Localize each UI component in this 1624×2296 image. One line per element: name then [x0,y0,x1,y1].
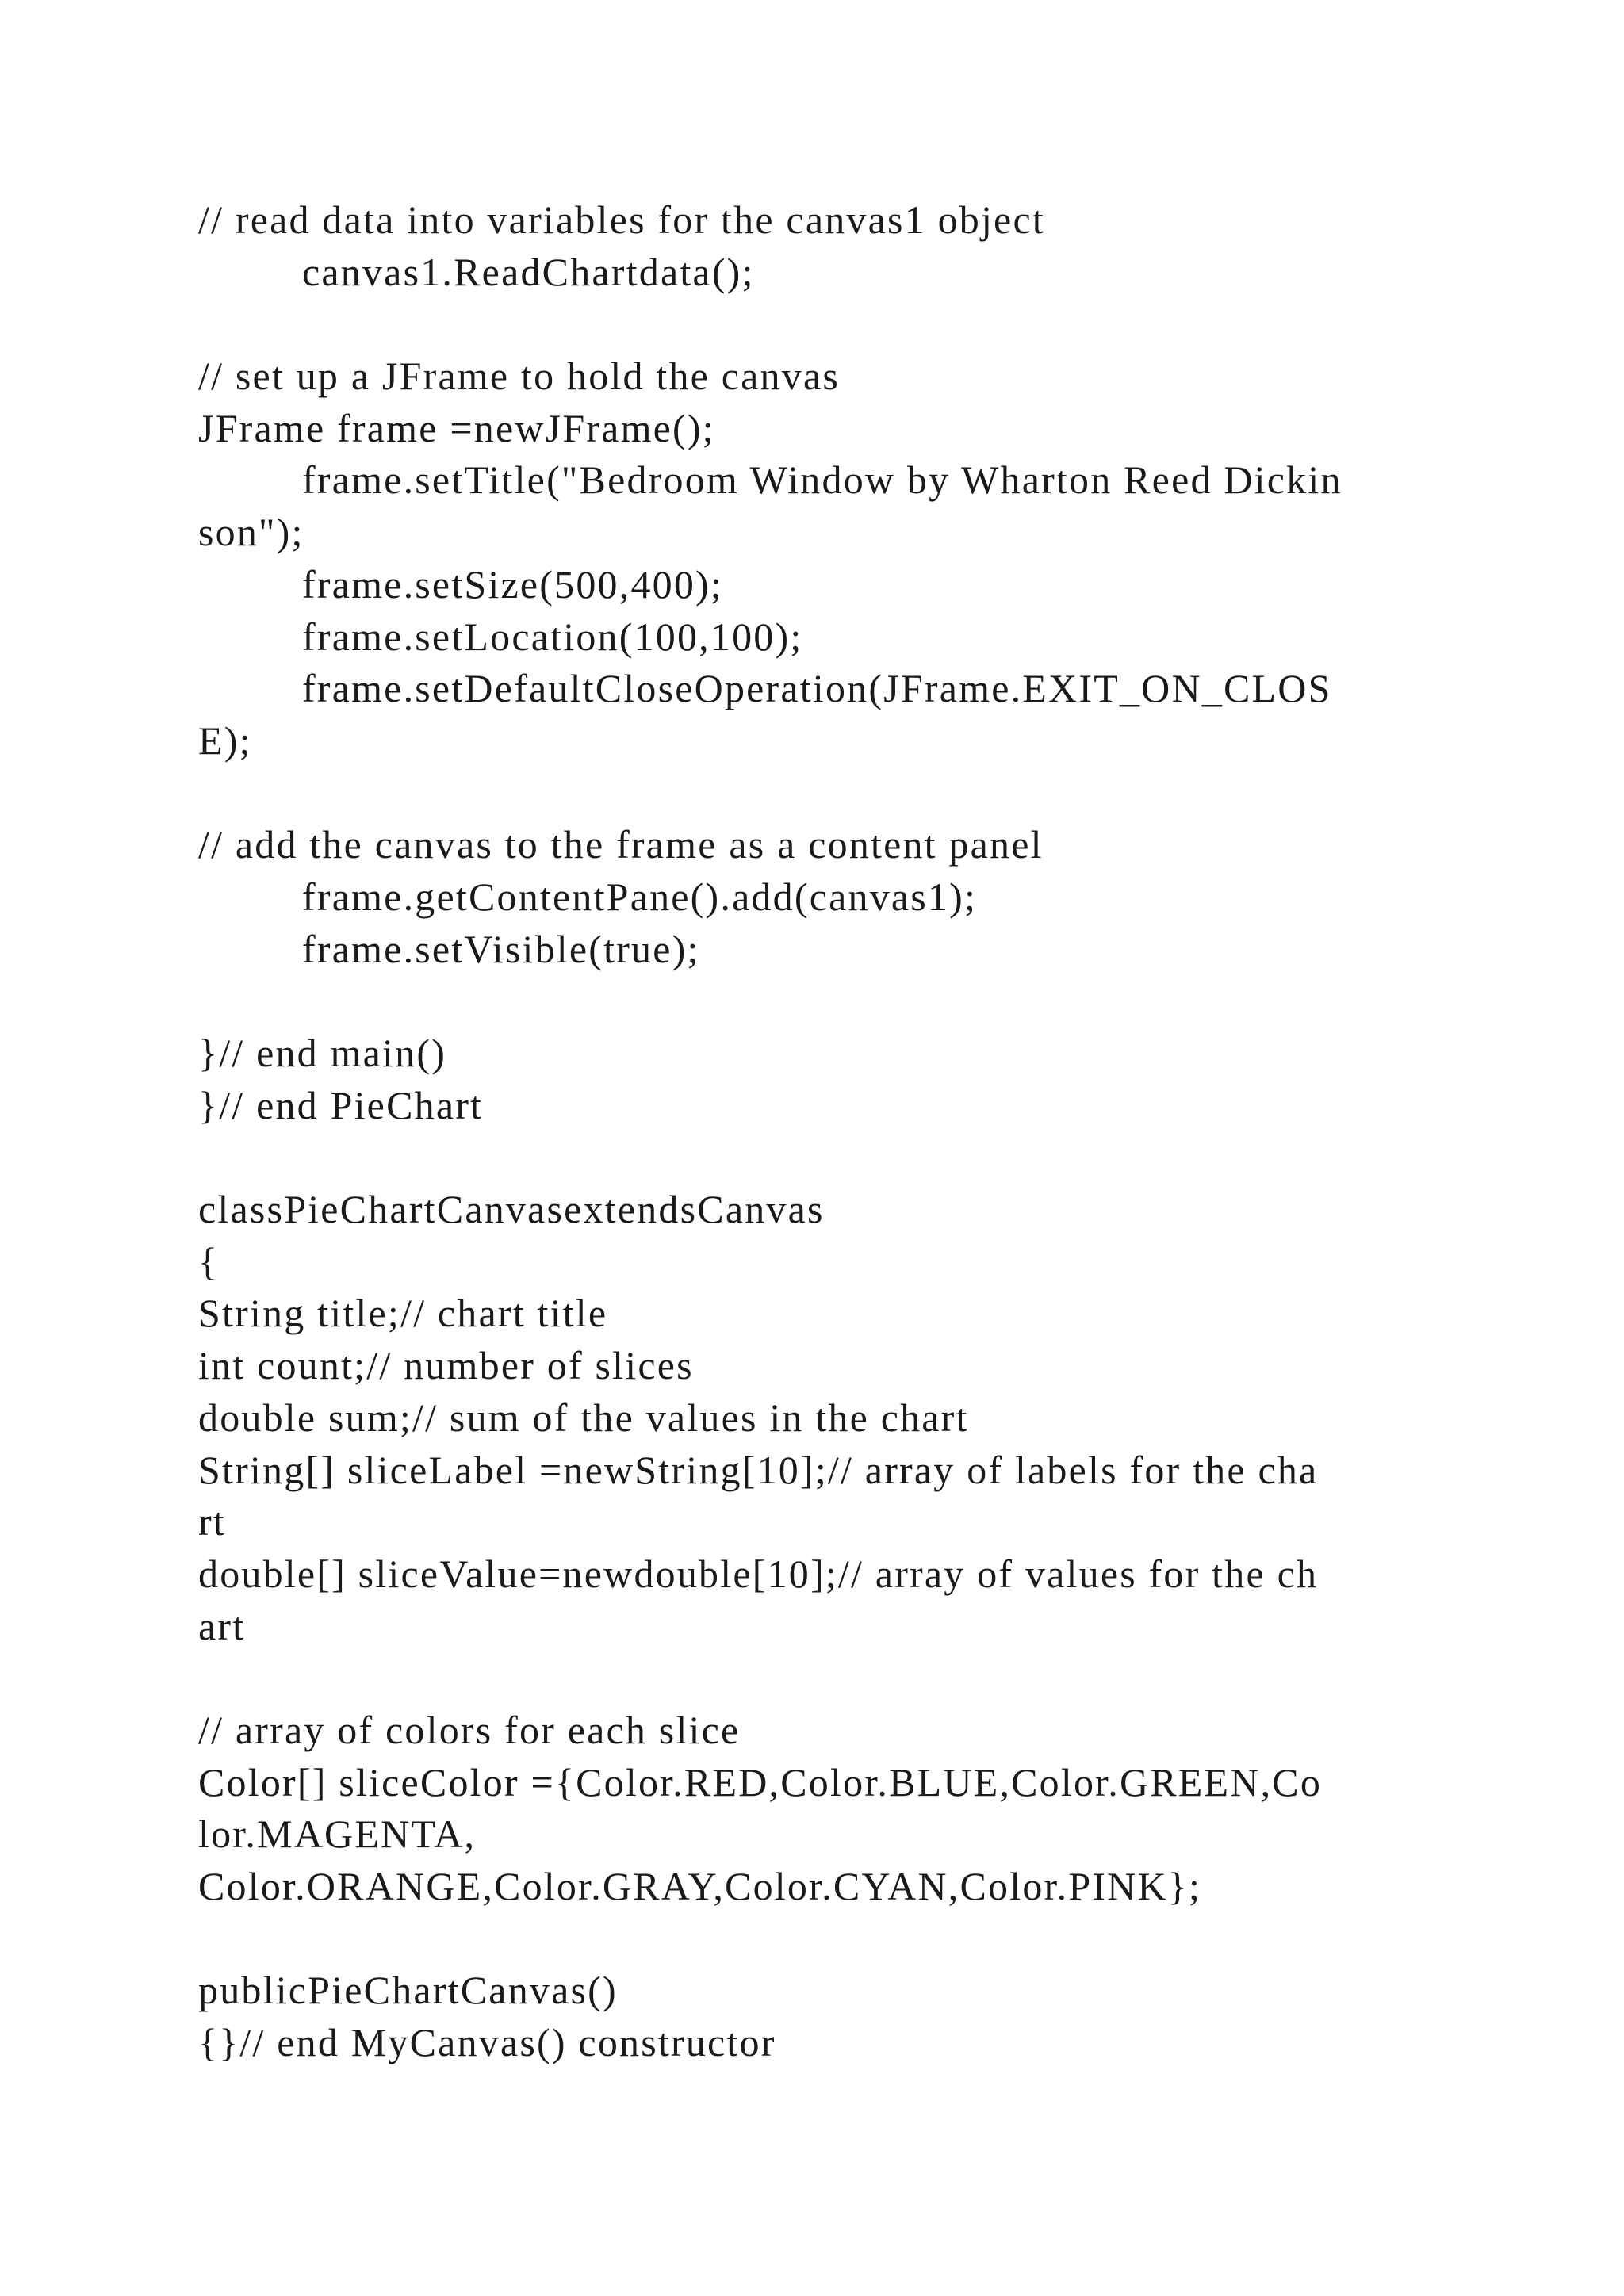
code-line: frame.setVisible(true); [302,926,700,971]
code-line: // array of colors for each slice [198,1707,741,1752]
code-line: int count;// number of slices [198,1343,694,1388]
code-line: classPieChartCanvasextendsCanvas [198,1187,825,1232]
blank-line [198,1913,1507,1965]
blank-line [198,298,1507,350]
code-line: Color[] sliceColor ={Color.RED,Color.BLUE,Color.GREEN,Co [198,1759,1323,1804]
code-line: frame.setDefaultCloseOperation(JFrame.EXIT_ON_CLOS [302,666,1332,711]
code-listing [198,194,1507,2069]
code-line: frame.setSize(500,400); [302,561,723,607]
code-line: frame.setTitle("Bedroom Window by Wharton Reed Dickin [302,457,1342,503]
code-line: double[] sliceValue=newdouble[10];// array of values for the ch [198,1551,1319,1596]
code-line: }// end main() [198,1031,447,1075]
code-line: { [198,1238,220,1284]
code-line: JFrame frame =newJFrame(); [198,405,715,450]
blank-line [198,767,1507,820]
code-line: Color.ORANGE,Color.GRAY,Color.CYAN,Color.PINK}; [198,1864,1202,1908]
code-line: son"); [198,510,304,555]
code-line: String[] sliceLabel =newString[10];// array of labels for the cha [198,1447,1319,1492]
code-line: frame.getContentPane().add(canvas1); [302,874,978,919]
code-line: // set up a JFrame to hold the canvas [198,354,841,399]
blank-line [198,1131,1507,1184]
code-line: art [198,1603,246,1648]
code-line: frame.setLocation(100,100); [302,614,803,659]
blank-line [198,1652,1507,1705]
code-line: lor.MAGENTA, [198,1812,477,1857]
code-line: rt [198,1499,226,1544]
code-line: // read data into variables for the canvas1 object [198,197,1045,242]
code-line: {}// end MyCanvas() constructor [198,2020,776,2065]
blank-line [198,975,1507,1027]
code-line: publicPieChartCanvas() [198,1968,618,2013]
code-line: // add the canvas to the frame as a content panel [198,822,1044,867]
code-line: canvas1.ReadChartdata(); [302,249,755,294]
code-line: E); [198,718,252,763]
code-line: double sum;// sum of the values in the chart [198,1395,969,1440]
code-line: }// end PieChart [198,1082,484,1127]
code-line: String title;// chart title [198,1291,608,1336]
